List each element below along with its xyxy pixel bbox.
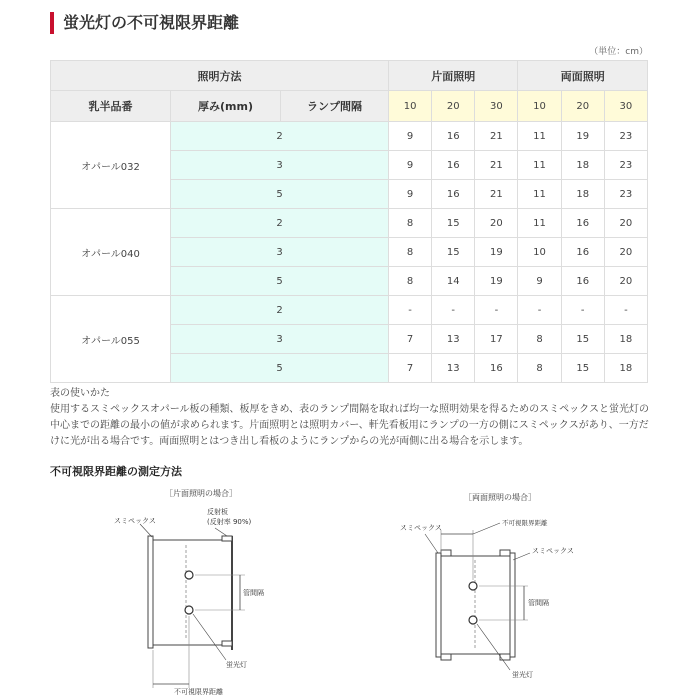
sumipex-panel-left <box>436 553 441 657</box>
sumipex-panel-right <box>510 553 515 657</box>
value-cell: 11 <box>518 209 561 238</box>
value-cell: 8 <box>389 238 432 267</box>
value-cell: 9 <box>389 180 432 209</box>
spacing-cell: 10 <box>518 91 561 122</box>
value-cell: - <box>604 296 647 325</box>
thickness-cell: 2 <box>171 209 389 238</box>
value-cell: 21 <box>475 122 518 151</box>
value-cell: 8 <box>389 209 432 238</box>
value-cell: 19 <box>475 238 518 267</box>
value-cell: 20 <box>604 267 647 296</box>
value-cell: 16 <box>561 238 604 267</box>
thickness-cell: 3 <box>171 325 389 354</box>
value-cell: 7 <box>389 325 432 354</box>
leader <box>215 528 227 536</box>
value-cell: 23 <box>604 180 647 209</box>
leader <box>477 624 510 670</box>
double-caption: ［両面照明の場合］ <box>464 493 536 502</box>
value-cell: 16 <box>561 267 604 296</box>
header-product: 乳半品番 <box>51 91 171 122</box>
section-heading: 不可視限界距離の測定方法 <box>50 465 182 478</box>
leader <box>473 523 500 534</box>
single-distance-label: 不可視限界距離 <box>174 688 223 696</box>
value-cell: 11 <box>518 180 561 209</box>
single-spacing-label: 管間隔 <box>243 589 264 597</box>
spacing-cell: 10 <box>389 91 432 122</box>
product-name: オパール040 <box>51 209 171 296</box>
corner-block <box>222 536 232 541</box>
thickness-cell: 3 <box>171 151 389 180</box>
corner-block <box>222 641 232 646</box>
usage-text: 表の使いかた 使用するスミペックスオパール板の種類、板厚をきめ、表のランプ間隔を取れば均一な照明効果を得るためのスミペックスと蛍光灯の中心までの距離の最小の値が求められます。片面照明とは照明カバー、軒先看板用にランプの一方の側にスミペックスがあり、一方だけに光が出る場合です。両面照明とはつき出し看板のようにランプからの光が両側に出る場合を示します。 <box>50 388 649 447</box>
corner-block <box>441 654 451 660</box>
value-cell: - <box>475 296 518 325</box>
value-cell: 18 <box>561 151 604 180</box>
product-name: オパール032 <box>51 122 171 209</box>
value-cell: 15 <box>432 238 475 267</box>
corner-block <box>441 550 451 556</box>
sumipex-panel <box>148 536 153 648</box>
value-cell: 19 <box>475 267 518 296</box>
value-cell: 13 <box>432 325 475 354</box>
value-cell: 8 <box>518 354 561 383</box>
leader <box>193 614 226 660</box>
value-cell: 16 <box>561 209 604 238</box>
thickness-cell: 5 <box>171 354 389 383</box>
value-cell: 9 <box>389 122 432 151</box>
leader <box>513 553 530 560</box>
header-spacing: ランプ間隔 <box>281 91 389 122</box>
value-cell: 19 <box>561 122 604 151</box>
spacing-cell: 20 <box>561 91 604 122</box>
value-cell: 16 <box>432 180 475 209</box>
value-cell: 8 <box>518 325 561 354</box>
value-cell: 8 <box>389 267 432 296</box>
spacing-cell: 30 <box>604 91 647 122</box>
thickness-cell: 5 <box>171 180 389 209</box>
thickness-cell: 5 <box>171 267 389 296</box>
value-cell: 18 <box>604 354 647 383</box>
value-cell: 17 <box>475 325 518 354</box>
thickness-cell: 2 <box>171 122 389 151</box>
corner-block <box>500 550 510 556</box>
lamp-top <box>469 582 477 590</box>
double-side-diagram <box>400 492 574 679</box>
value-cell: 18 <box>604 325 647 354</box>
value-cell: 21 <box>475 151 518 180</box>
value-cell: 9 <box>518 267 561 296</box>
value-cell: - <box>389 296 432 325</box>
double-distance-label: 不可視限界距離 <box>502 519 548 527</box>
single-sumipex-label: スミペックス <box>114 517 156 525</box>
leader <box>425 534 438 553</box>
single-reflector-label-2: (反射率 90%) <box>207 518 252 526</box>
lamp-top <box>185 571 193 579</box>
page-title: 蛍光灯の不可視限界距離 <box>63 13 240 32</box>
product-name: オパール055 <box>51 296 171 383</box>
single-lamp-label: 蛍光灯 <box>226 661 247 669</box>
leader <box>140 524 152 537</box>
thickness-cell: 3 <box>171 238 389 267</box>
single-reflector-label-1: 反射板 <box>207 508 228 516</box>
header-double: 両面照明 <box>518 61 648 91</box>
corner-block <box>500 654 510 660</box>
value-cell: 23 <box>604 151 647 180</box>
value-cell: 13 <box>432 354 475 383</box>
spacing-cell: 30 <box>475 91 518 122</box>
header-single: 片面照明 <box>389 61 518 91</box>
header-thickness: 厚み(mm) <box>171 91 281 122</box>
value-cell: 10 <box>518 238 561 267</box>
value-cell: 15 <box>561 325 604 354</box>
single-caption: ［片面照明の場合］ <box>165 489 237 498</box>
value-cell: - <box>518 296 561 325</box>
value-cell: 15 <box>432 209 475 238</box>
value-cell: 23 <box>604 122 647 151</box>
value-cell: 16 <box>475 354 518 383</box>
double-sumipex-left-label: スミペックス <box>400 524 442 532</box>
value-cell: 9 <box>389 151 432 180</box>
value-cell: 20 <box>475 209 518 238</box>
value-cell: 21 <box>475 180 518 209</box>
single-side-diagram <box>114 488 264 696</box>
lamp-bottom <box>185 606 193 614</box>
double-sumipex-right-label: スミペックス <box>532 547 574 555</box>
value-cell: - <box>561 296 604 325</box>
value-cell: 20 <box>604 238 647 267</box>
value-cell: 16 <box>432 122 475 151</box>
value-cell: 7 <box>389 354 432 383</box>
value-cell: 14 <box>432 267 475 296</box>
value-cell: 16 <box>432 151 475 180</box>
double-spacing-label: 管間隔 <box>528 599 549 607</box>
double-lamp-label: 蛍光灯 <box>512 671 533 679</box>
value-cell: 15 <box>561 354 604 383</box>
value-cell: 18 <box>561 180 604 209</box>
spacing-cell: 20 <box>432 91 475 122</box>
unit-label: （単位：cm） <box>589 47 648 57</box>
value-cell: 11 <box>518 151 561 180</box>
value-cell: 11 <box>518 122 561 151</box>
thickness-cell: 2 <box>171 296 389 325</box>
value-cell: - <box>432 296 475 325</box>
lamp-bottom <box>469 616 477 624</box>
value-cell: 20 <box>604 209 647 238</box>
header-method: 照明方法 <box>51 61 389 91</box>
